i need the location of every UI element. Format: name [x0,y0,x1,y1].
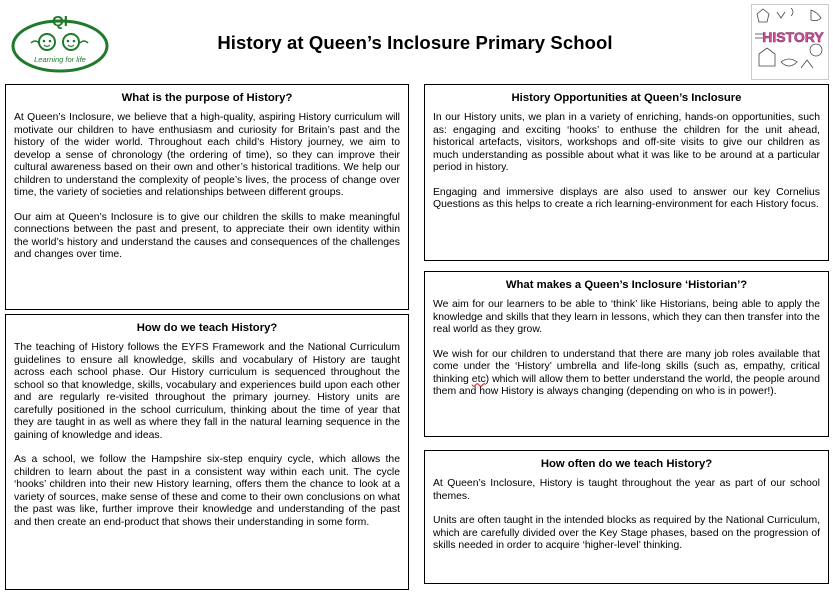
opportunities-paragraph-1: In our History units, we plan in a variety of enriching, hands-on opportunities, such as: engaging and exciting ‘hooks’ to enthuse the children for the unit ahead, historical artefacts, visitors, workshops and off-site visits to give our children as much understanding as possible about what it was like to be around at a particular period in history. [433,112,820,173]
purpose-section [5,84,409,310]
historian-section [424,271,829,437]
school-logo [10,12,110,74]
spellcheck-word: etc [471,373,486,385]
teach-heading: How do we teach History? [136,322,278,334]
teach-paragraph-2: As a school, we follow the Hampshire six-step enquiry cycle, which allows the children to learn about the past in a consistent way within each unit. The cycle ‘hooks’ children into their new History learning, offers them the chance to look at a variety of sources, make sense of these and come to their own conclusions on what the past was like, further improve their knowledge and understanding of the past and then create an end-product that shows their understanding in some form. [14,454,400,528]
historian-paragraph-2-end: ) which will allow them to better understand the world, the people around them and how History is always changing (depending on who is in power!). [433,373,820,397]
frequency-heading: How often do we teach History? [540,458,713,470]
frequency-paragraph-2: Units are often taught in the intended blocks as required by the National Curriculum, which are carefully divided over the Key Stage phases, based on the progression of skills needed in order to acquire ‘higher-level’ thinking. [433,515,820,551]
historian-heading: What makes a Queen’s Inclosure ‘Historian’? [505,279,748,291]
historian-paragraph-1: We aim for our learners to be able to ‘think’ like Historians, being able to apply the knowledge and skills that they learn in lessons, which they can then transfer into the real world as they grow. [433,299,820,335]
opportunities-section [424,84,829,261]
history-doodle-image [751,4,829,80]
historian-paragraph-2 [433,349,820,399]
opportunities-paragraph-2: Engaging and immersive displays are also used to answer our key Cornelius Questions as this helps to create a rich learning-environment for each History focus. [433,186,820,210]
opportunities-heading: History Opportunities at Queen’s Inclosure [511,92,742,104]
purpose-paragraph-1: At Queen’s Inclosure, we believe that a high-quality, aspiring History curriculum will motivate our children to have enthusiasm and curiosity for Britain’s past and the history of the wider world. Throughout each child’s History journey, we aim to develop a sense of chronology (the ordering of time), so they can improve their cultural awareness based on their own and other’s historical traditions. We help our children to understand the complexity of people’s lives, the process of change over time, the variety of societies and relationships between different groups. [14,112,400,198]
historian-paragraph-2-start: We wish for our children to understand that there are many job roles available that come under the ‘History’ umbrella and life-long skills (such as, empathy, critical thinking [433,348,820,385]
purpose-paragraph-2: Our aim at Queen’s Inclosure is to give our children the skills to make meaningful connections between the past and present, to appreciate their own identity within the world’s history and understand the causes and consequences of the challenges and changes over time. [14,211,400,260]
teach-section [5,314,409,590]
purpose-heading: What is the purpose of History? [121,92,293,104]
frequency-section [424,450,829,584]
teach-paragraph-1: The teaching of History follows the EYFS Framework and the National Curriculum guidelines to ensure all knowledge, skills and vocabulary of History are taught across each school phase. Our History curriculum is sequenced throughout the school so that knowledge, skills, vocabulary and experiences build upon each other and are regularly re-visited throughout the primary journey. History units are carefully positioned in the school curriculum, thinking about the time of year that they are taught in as well as where they fall in the natural learning sequence in the gaining of knowledge and ideas. [14,342,400,441]
doodle-title: HISTORY [762,29,824,45]
logo-initials: QI [52,13,68,30]
logo-tagline: Learning for life [34,55,86,64]
frequency-paragraph-1: At Queen’s Inclosure, History is taught throughout the year as part of our school themes. [433,478,820,502]
page-title: History at Queen’s Inclosure Primary School [217,32,613,53]
